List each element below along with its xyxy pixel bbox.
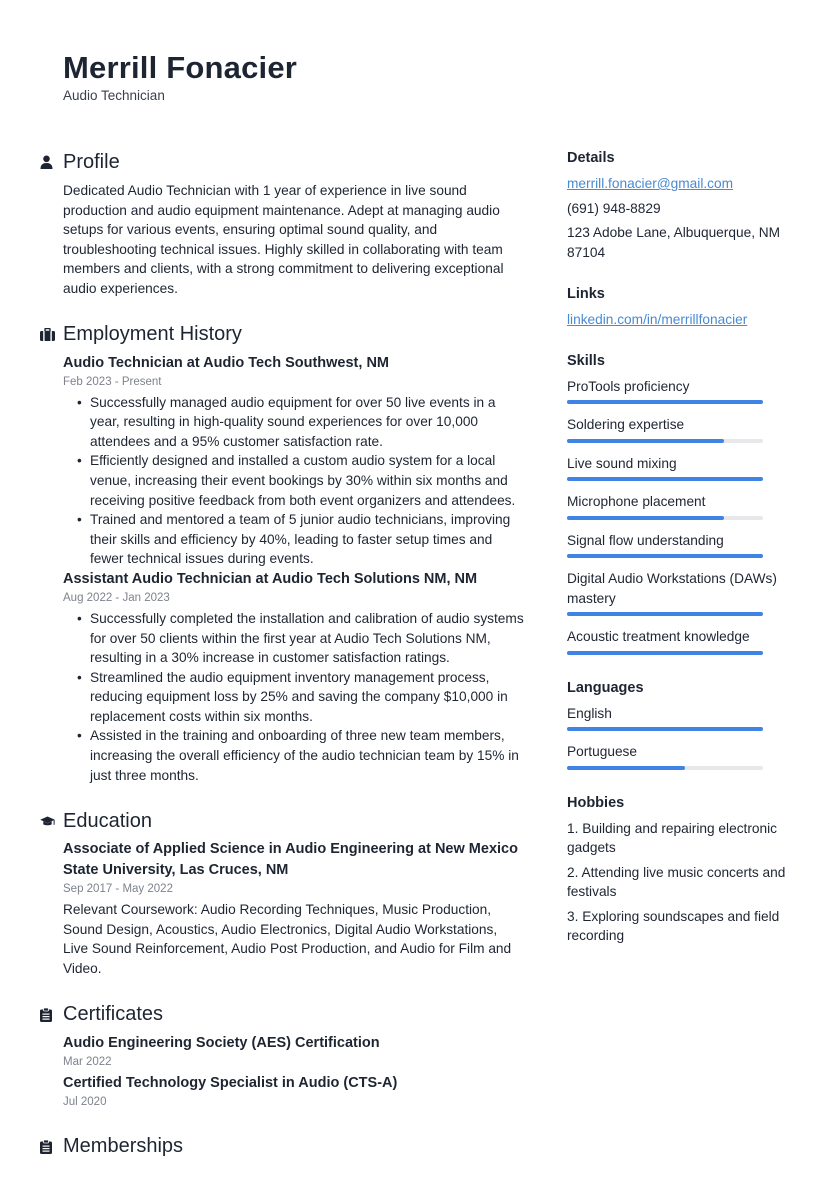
skill-item	[567, 454, 797, 482]
person-icon	[40, 155, 63, 169]
hobbies-section	[567, 793, 797, 946]
skill-level-bar	[567, 612, 763, 616]
links-heading: Links	[567, 286, 605, 302]
skills-heading: Skills	[567, 352, 605, 369]
hobbies-heading: Hobbies	[567, 794, 625, 811]
language-label: English	[567, 705, 612, 721]
skill-level-fill	[567, 554, 763, 558]
language-item	[567, 704, 797, 732]
language-level-fill	[567, 727, 763, 731]
job-bullet: • Assisted in the training and onboarding of three new team members, increasing the overall efficiency of the audio technician team by 15% in just three months.	[90, 726, 524, 785]
hobby-item: 1. Building and repairing electronic gadgets	[567, 820, 778, 855]
job-entry	[63, 569, 524, 785]
skills-section	[567, 351, 797, 655]
languages-heading: Languages	[567, 679, 644, 696]
address-text: 123 Adobe Lane, Albuquerque, NM 87104	[567, 225, 781, 260]
main-column	[40, 148, 524, 1161]
skill-level-bar	[567, 400, 763, 404]
language-label: Portuguese	[567, 744, 638, 759]
profile-section	[40, 148, 524, 299]
skill-label: Soldering expertise	[567, 417, 685, 432]
job-bullet: • Successfully managed audio equipment for over 50 live events in a year, resulting in high-quality sound experiences for over 10,000 attendees and a 95% customer satisfaction rate.	[90, 393, 524, 452]
skill-label: Digital Audio Workstations (DAWs) mastery	[567, 571, 777, 606]
job-entry	[63, 353, 524, 569]
language-level-bar	[567, 727, 763, 731]
memberships-section	[40, 1133, 524, 1161]
coursework-text: Relevant Coursework: Audio Recording Techniques, Music Production, Sound Design, Acoustics, Audio Electronics, Digital Audio Workstations, Live Sound Reinforcement, Audio Post Production, and Audio for Film and Video.	[63, 902, 512, 977]
skill-label: ProTools proficiency	[567, 378, 690, 394]
skill-level-bar	[567, 651, 763, 655]
skill-item	[567, 531, 797, 559]
profile-heading: Profile	[63, 150, 120, 173]
job-bullet: • Trained and mentored a team of 5 junior audio technicians, improving their skills and efficiency by 40%, leading to faster setup times and fewer technical issues during events.	[90, 510, 524, 569]
skill-label: Microphone placement	[567, 494, 706, 509]
skill-level-fill	[567, 439, 724, 443]
hobby-item: 2. Attending live music concerts and festivals	[567, 864, 786, 899]
language-level-bar	[567, 766, 763, 770]
clipboard-icon	[40, 1140, 63, 1154]
job-date: Aug 2022 - Jan 2023	[63, 591, 170, 604]
job-title: Assistant Audio Technician at Audio Tech Solutions NM, NM	[63, 570, 478, 587]
certificate-title: Certified Technology Specialist in Audio (CTS-A)	[63, 1074, 398, 1091]
sidebar-column	[567, 148, 797, 946]
education-section	[40, 807, 524, 978]
job-bullet: • Efficiently designed and installed a custom audio system for a local venue, increasing their event bookings by 30% within six months and receiving positive feedback from both event organizers and attendees.	[90, 451, 524, 510]
memberships-heading: Memberships	[63, 1135, 184, 1158]
job-bullet: • Successfully completed the installation and calibration of audio systems for over 50 clients within the first year at Audio Tech Solutions NM, resulting in a 30% increase in customer satisfaction ratings.	[90, 609, 524, 668]
job-date: Feb 2023 - Present	[63, 375, 162, 388]
email-link[interactable]: merrill.fonacier@gmail.com	[567, 176, 734, 191]
certificate-date: Jul 2020	[63, 1095, 107, 1108]
candidate-title: Audio Technician	[63, 88, 165, 103]
skill-item	[567, 415, 797, 443]
details-section	[567, 148, 797, 262]
links-section	[567, 284, 797, 330]
certificate-date: Mar 2022	[63, 1055, 112, 1068]
linkedin-link[interactable]: linkedin.com/in/merrillfonacier	[567, 312, 748, 327]
graduation-cap-icon	[40, 816, 63, 827]
skill-level-bar	[567, 554, 763, 558]
certificates-heading: Certificates	[63, 1003, 164, 1026]
phone-text: (691) 948-8829	[567, 200, 661, 216]
education-heading: Education	[63, 809, 152, 832]
skill-level-bar	[567, 477, 763, 481]
skill-level-bar	[567, 516, 763, 520]
profile-text: Dedicated Audio Technician with 1 year of experience in live sound production and audio equipment maintenance. Adept at managing audio setups for various events, ensuring optimal sound quality, and troubleshooting technical issues. Highly skilled in collaborating with team members and clients, with a strong commitment to delivering exceptional audio experiences.	[63, 183, 504, 296]
skill-item	[567, 377, 797, 405]
candidate-name: Merrill Fonacier	[63, 50, 298, 85]
certificates-section	[40, 1001, 524, 1111]
skill-label: Live sound mixing	[567, 455, 677, 471]
details-heading: Details	[567, 150, 615, 166]
degree-title: Associate of Applied Science in Audio Engineering at New Mexico State University, Las Cruces, NM	[63, 841, 518, 879]
skill-level-fill	[567, 400, 763, 404]
clipboard-icon	[40, 1008, 63, 1022]
skill-item	[567, 569, 797, 616]
employment-heading: Employment History	[63, 323, 242, 346]
degree-date: Sep 2017 - May 2022	[63, 883, 173, 896]
language-level-fill	[567, 766, 685, 770]
briefcase-icon	[40, 328, 63, 341]
skill-item	[567, 492, 797, 520]
hobby-item: 3. Exploring soundscapes and field recording	[567, 908, 780, 943]
skill-label: Acoustic treatment knowledge	[567, 629, 750, 644]
skill-level-fill	[567, 612, 763, 616]
skill-level-fill	[567, 477, 763, 481]
skill-item	[567, 627, 797, 655]
job-bullet: • Streamlined the audio equipment inventory management process, reducing equipment loss by 25% and saving the company $10,000 in replacement costs within six months.	[90, 668, 524, 727]
job-bullets	[63, 393, 524, 569]
certificate-title: Audio Engineering Society (AES) Certification	[63, 1034, 380, 1051]
skill-level-bar	[567, 439, 763, 443]
skill-level-fill	[567, 651, 763, 655]
skill-level-fill	[567, 516, 724, 520]
skill-label: Signal flow understanding	[567, 532, 724, 548]
job-bullets	[63, 609, 524, 785]
languages-section	[567, 678, 797, 770]
employment-section	[40, 321, 524, 786]
job-title: Audio Technician at Audio Tech Southwest, NM	[63, 354, 389, 371]
language-item	[567, 742, 797, 770]
